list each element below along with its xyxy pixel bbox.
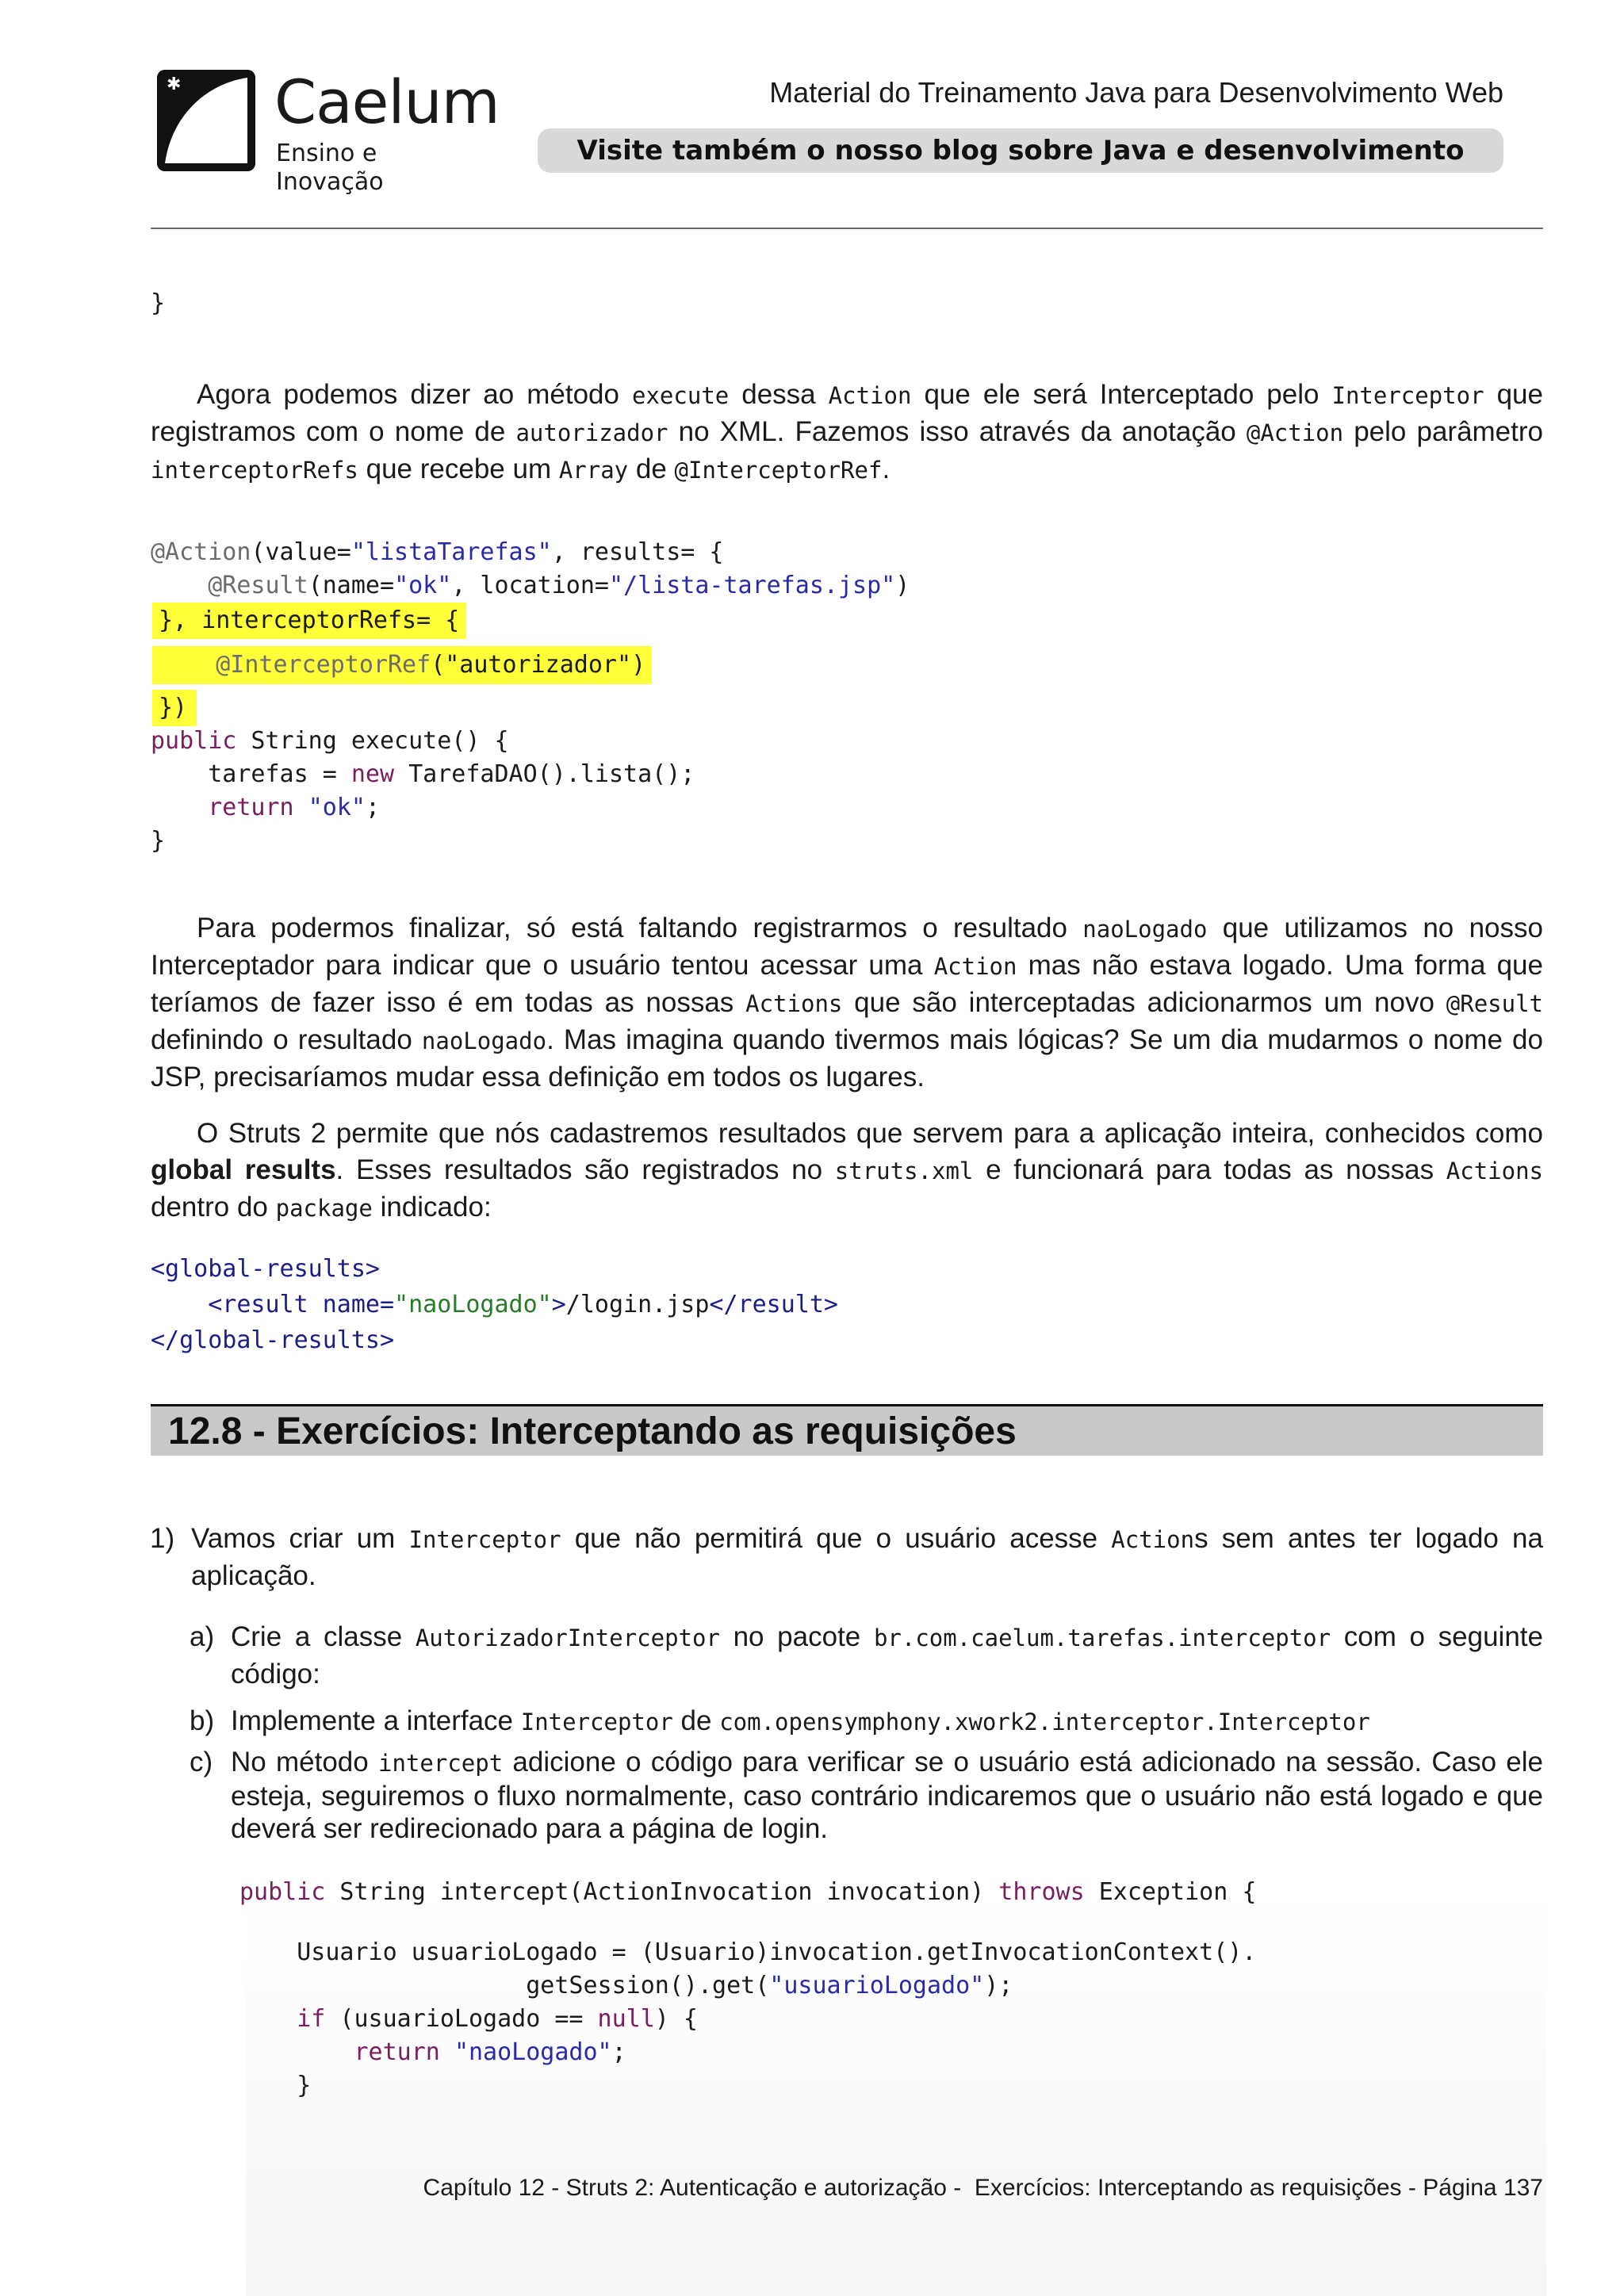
code-line: @Action(value="listaTarefas", results= { — [151, 538, 724, 566]
code-closing-brace: } — [151, 289, 166, 317]
code-line: <result name="naoLogado">/login.jsp</result> — [151, 1291, 838, 1318]
code-line: <global-results> — [151, 1255, 380, 1283]
exercise-item-b: b) Implemente a interface Interceptor de com.opensymphony.xwork2.interceptor.Interceptor — [190, 1705, 1370, 1736]
paragraph-nao-logado: Para podermos finalizar, só está faltando registrarmos o resultado naoLogado que utilizamos no nosso Interceptador para indicar que o usuário tentou acessar uma Action mas não estava logado. Uma forma que teríamos de fazer isso é em todas as nossas Actions que são interceptadas adicionarmos um novo @Result definindo o resultado naoLogado. Mas imagina quando tivermos mais lógicas? Se um dia mudarmos o nome do JSP, precisaríamos mudar essa definição em todos os lugares. — [151, 913, 1543, 1093]
caelum-logo[interactable] — [157, 67, 500, 196]
code-line: return "ok"; — [208, 794, 380, 821]
code-line: </global-results> — [151, 1326, 395, 1354]
code-line: } — [151, 827, 166, 855]
code-line: if (usuarioLogado == null) { — [297, 2005, 698, 2033]
code-line: return "naoLogado"; — [354, 2038, 626, 2066]
exercise-item-c: c) No método intercept adicione o código para verificar se o usuário está adicionado na sessão. Caso ele esteja, seguiremos o fluxo normalmente, caso contrário indicaremos que o usuário não está logado e que deverá ser redirecionado para a página de login. — [190, 1747, 1543, 1844]
code-line-highlighted: }) — [159, 694, 188, 721]
logo-mark-icon — [157, 70, 255, 171]
code-line: Usuario usuarioLogado = (Usuario)invocation.getInvocationContext(). — [239, 1938, 1257, 1966]
exercise-item-a: a) Crie a classe AutorizadorInterceptor no pacote br.com.caelum.tarefas.interceptor com o seguinte código: — [190, 1621, 1543, 1689]
code-line: getSession().get("usuarioLogado"); — [239, 1972, 1013, 1999]
header-divider — [151, 228, 1543, 229]
code-line: @Result(name="ok", location="/lista-tarefas.jsp") — [208, 572, 910, 599]
page-footer: Capítulo 12 - Struts 2: Autenticação e autorização - Exercícios: Interceptando as requisições - Página 137 — [423, 2175, 1543, 2201]
logo-tagline: Ensino e Inovação — [276, 140, 384, 196]
code-line: public String intercept(ActionInvocation invocation) throws Exception { — [239, 1878, 1257, 1906]
header-title: Material do Treinamento Java para Desenvolvimento Web — [769, 76, 1503, 109]
section-title: 12.8 - Exercícios: Interceptando as requisições — [168, 1410, 1017, 1452]
code-line: public String execute() { — [151, 727, 509, 755]
exercise-item-1: 1) Vamos criar um Interceptor que não permitirá que o usuário acesse Actions sem antes ter logado na aplicação. — [150, 1523, 1543, 1591]
code-line-highlighted: }, interceptorRefs= { — [159, 607, 460, 634]
logo-star-icon: ✱ — [167, 75, 182, 94]
code-line-highlighted: @InterceptorRef("autorizador") — [216, 651, 646, 679]
code-line: } — [239, 2072, 312, 2099]
paragraph-global-results: O Struts 2 permite que nós cadastremos resultados que servem para a aplicação inteira, conhecidos como global results. Esses resultados são registrados no struts.xml e funcionará para todas as nossas Actions dentro do package indicado: — [151, 1118, 1544, 1223]
blog-link[interactable]: Visite também o nosso blog sobre Java e desenvolvimento — [538, 128, 1503, 173]
paragraph-interceptor-annotation: Agora podemos dizer ao método execute dessa Action que ele será Interceptado pelo Interceptor que registramos com o nome de autorizador no XML. Fazemos isso através da anotação @Action pelo parâmetro interceptorRefs que recebe um Array de @InterceptorRef. — [151, 379, 1543, 484]
logo-name: Caelum — [274, 67, 500, 137]
code-line: tarefas = new TarefaDAO().lista(); — [151, 760, 695, 788]
